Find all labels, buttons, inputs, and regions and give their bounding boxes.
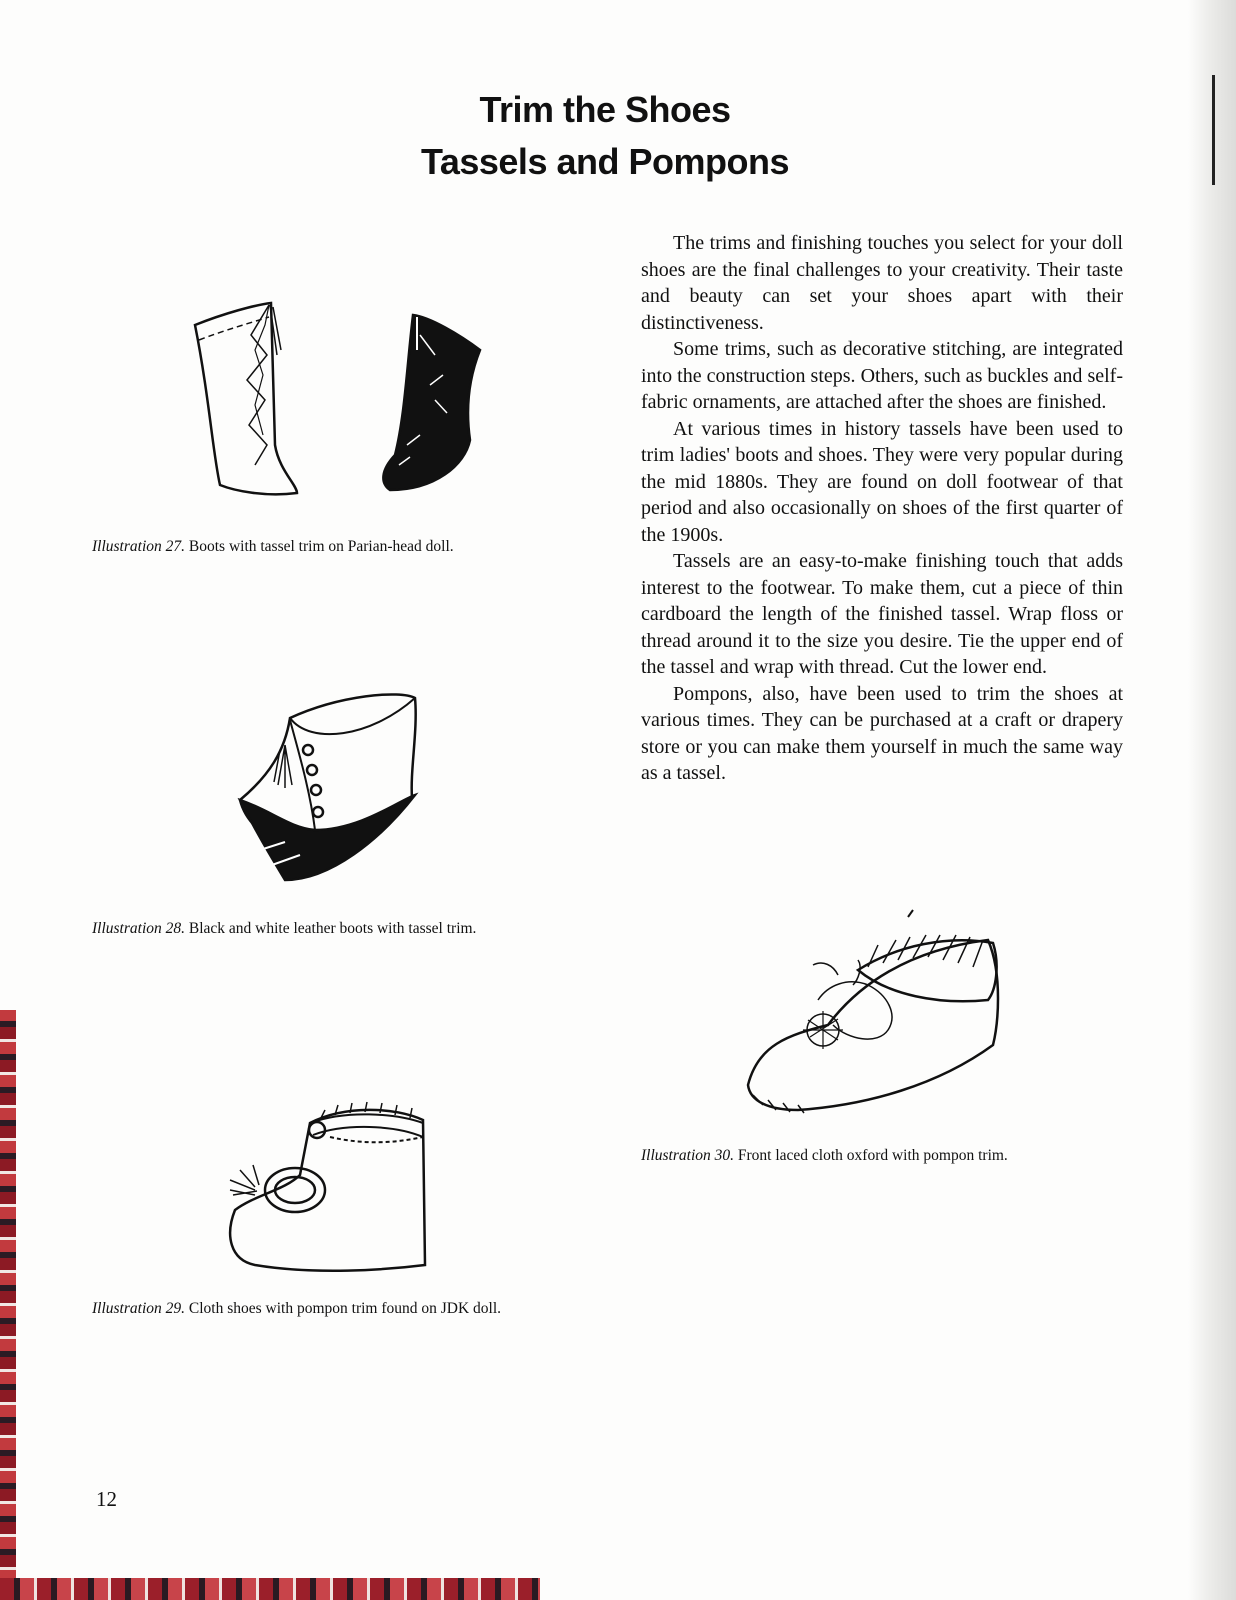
plaid-cloth-background-left (0, 1010, 16, 1600)
title-line-2: Tassels and Pompons (421, 141, 789, 182)
page-title (330, 84, 880, 188)
plaid-cloth-background-bottom (0, 1578, 540, 1600)
caption-illustration-29 (92, 1300, 501, 1318)
caption-illustration-28 (92, 920, 476, 938)
paragraph: At various times in history tassels have been used to trim ladies' boots and shoes. They were very popular during the mid 1880s. They are found on doll footwear of that period and also occasionally on shoes of the first quarter of the 1900s. (641, 417, 1123, 546)
illustration-29-cloth-shoe (225, 1095, 440, 1295)
spine-mark (1212, 75, 1215, 185)
illustration-28-boot (230, 690, 430, 890)
body-text (641, 230, 1123, 787)
paragraph: Tassels are an easy-to-make finishing touch that adds interest to the footwear. To make them, cut a piece of thin cardboard the length of the finished tassel. Wrap floss or thread around it to the size you desire. Tie the upper end of the tassel and wrap with thread. Cut the lower end. (641, 550, 1123, 678)
title-line-1: Trim the Shoes (479, 89, 731, 130)
illustration-27-boots (185, 295, 505, 505)
paragraph: Some trims, such as decorative stitching, are integrated into the construction steps. Others, such as buckles and self-fabric ornaments, are attached after the shoes are finished. (641, 338, 1123, 413)
caption-illustration-30 (641, 1147, 1008, 1165)
caption-text: Cloth shoes with pompon trim found on JDK doll. (185, 1300, 502, 1317)
paragraph: The trims and finishing touches you select for your doll shoes are the final challenges to your creativity. Their taste and beauty can set your shoes apart with their distinctiveness. (641, 232, 1123, 334)
caption-label: Illustration 30. (641, 1147, 735, 1164)
caption-text: Black and white leather boots with tassel trim. (185, 920, 477, 937)
caption-illustration-27 (92, 538, 454, 556)
paragraph: Pompons, also, have been used to trim the shoes at various times. They can be purchased at a craft or drapery store or you can make them yourself in much the same way as a tassel. (641, 682, 1123, 784)
caption-label: Illustration 27. (92, 538, 186, 555)
caption-label: Illustration 28. (92, 920, 186, 937)
illustration-30-oxford (738, 905, 1028, 1140)
book-spine-shadow (1188, 0, 1236, 1600)
caption-text: Front laced cloth oxford with pompon trim. (734, 1147, 1008, 1164)
page-number: 12 (96, 1487, 117, 1511)
caption-label: Illustration 29. (92, 1300, 186, 1317)
caption-text: Boots with tassel trim on Parian-head doll. (185, 538, 454, 555)
